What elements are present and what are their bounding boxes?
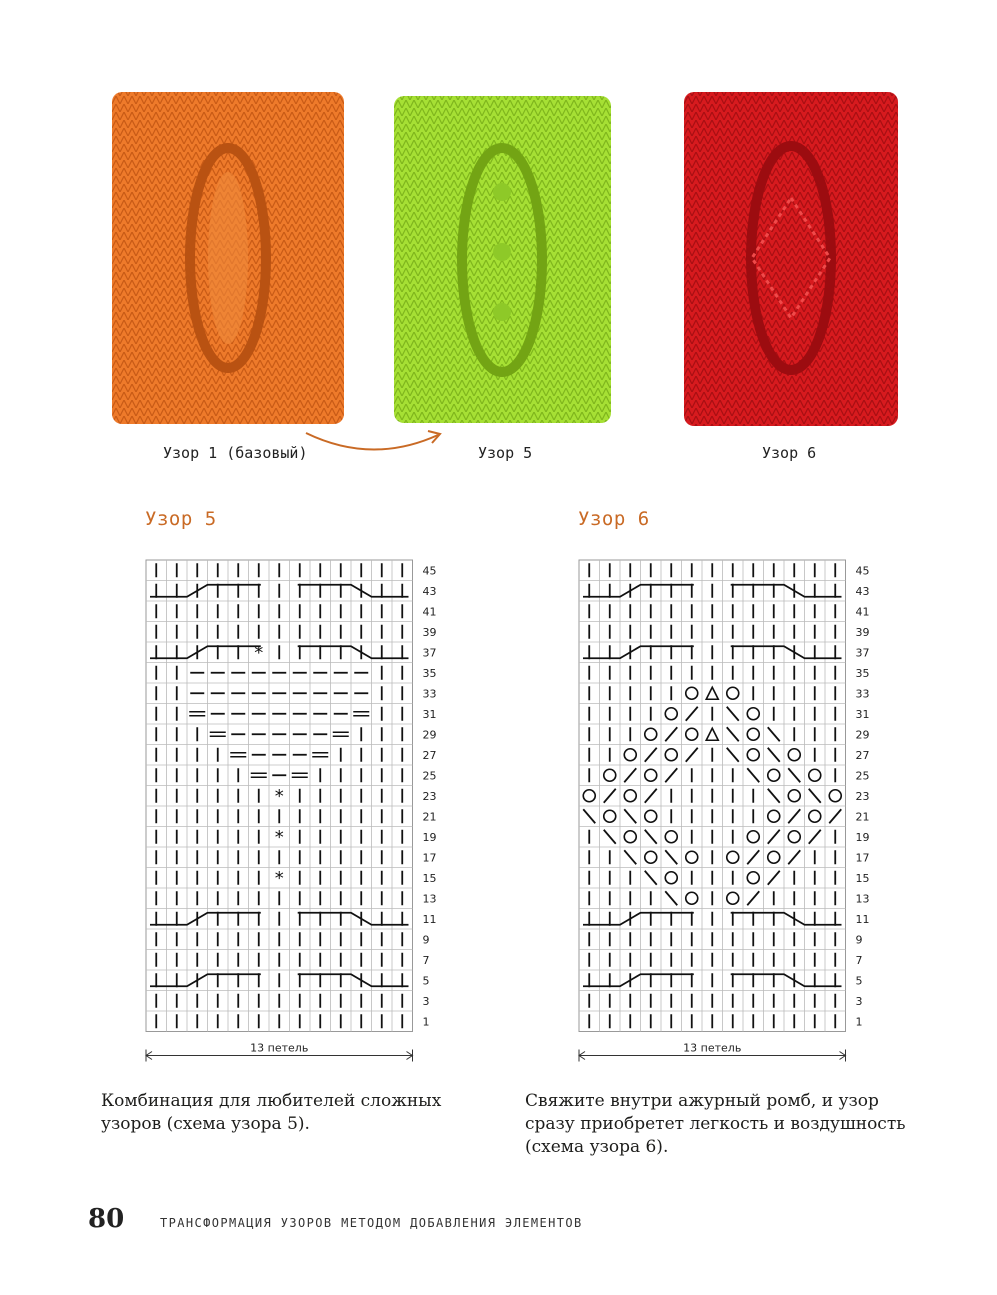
chart-title-5: Узор 5 bbox=[145, 508, 217, 530]
row-number-label: 39 bbox=[422, 625, 437, 639]
row-number-label: 43 bbox=[855, 584, 870, 598]
bobble-mark: * bbox=[274, 826, 284, 848]
row-number-label: 31 bbox=[855, 707, 870, 721]
swatch-caption-3: Узор 6 bbox=[762, 444, 817, 462]
row-number-label: 15 bbox=[422, 871, 437, 885]
row-number-label: 13 bbox=[422, 892, 437, 906]
description-pattern-6: Свяжите внутри ажурный ромб, и узор сразу приобретет легкость и воздушность (схема узора 6). bbox=[525, 1091, 906, 1157]
row-number-label: 27 bbox=[855, 748, 870, 762]
row-number-label: 3 bbox=[855, 994, 863, 1008]
row-number-label: 45 bbox=[855, 564, 870, 578]
chart-5-svg bbox=[146, 560, 466, 1060]
row-number-label: 29 bbox=[855, 728, 870, 742]
row-number-label: 11 bbox=[422, 912, 437, 926]
row-number-label: 19 bbox=[855, 830, 870, 844]
row-number-label: 29 bbox=[422, 728, 437, 742]
row-number-label: 9 bbox=[855, 933, 863, 947]
row-number-label: 27 bbox=[422, 748, 437, 762]
row-number-label: 7 bbox=[855, 953, 863, 967]
row-number-label: 11 bbox=[855, 912, 870, 926]
swatch-red-image bbox=[680, 88, 902, 430]
row-number-label: 23 bbox=[422, 789, 437, 803]
page-number: 80 bbox=[88, 1204, 125, 1234]
bobble-mark: * bbox=[274, 867, 284, 889]
row-number-label: 33 bbox=[422, 687, 437, 701]
transform-arrow-icon bbox=[300, 425, 448, 459]
row-number-label: 1 bbox=[422, 1015, 430, 1029]
stitch-count-label: 13 петель bbox=[250, 1041, 309, 1055]
row-number-label: 9 bbox=[422, 933, 430, 947]
row-number-label: 5 bbox=[855, 974, 863, 988]
row-number-label: 15 bbox=[855, 871, 870, 885]
row-number-label: 13 bbox=[855, 892, 870, 906]
row-number-label: 17 bbox=[855, 851, 870, 865]
row-number-label: 39 bbox=[855, 625, 870, 639]
row-number-label: 31 bbox=[422, 707, 437, 721]
swatch-orange-image bbox=[108, 88, 348, 428]
row-number-label: 19 bbox=[422, 830, 437, 844]
knitting-chart-5 bbox=[146, 560, 466, 1060]
row-number-label: 17 bbox=[422, 851, 437, 865]
row-number-label: 7 bbox=[422, 953, 430, 967]
bobble-mark: * bbox=[274, 785, 284, 807]
description-pattern-5: Комбинация для любителей сложных узоров (схема узора 5). bbox=[101, 1091, 442, 1134]
swatch-green-image bbox=[390, 92, 615, 427]
chart-title-6: Узор 6 bbox=[578, 508, 650, 530]
swatch-caption-2: Узор 5 bbox=[478, 444, 533, 462]
row-number-label: 43 bbox=[422, 584, 437, 598]
row-number-label: 45 bbox=[422, 564, 437, 578]
row-number-label: 21 bbox=[422, 810, 437, 824]
row-number-label: 35 bbox=[422, 666, 437, 680]
row-number-label: 33 bbox=[855, 687, 870, 701]
row-number-label: 37 bbox=[422, 646, 437, 660]
knitting-chart-6 bbox=[579, 560, 899, 1060]
row-number-label: 41 bbox=[855, 605, 870, 619]
stitch-count-label: 13 петель bbox=[683, 1041, 742, 1055]
bobble-mark: * bbox=[254, 642, 264, 664]
row-number-label: 23 bbox=[855, 789, 870, 803]
swatch-orange-photo bbox=[108, 88, 348, 428]
row-number-label: 37 bbox=[855, 646, 870, 660]
swatch-green-photo bbox=[390, 92, 615, 427]
row-number-label: 41 bbox=[422, 605, 437, 619]
row-number-label: 25 bbox=[855, 769, 870, 783]
row-number-label: 5 bbox=[422, 974, 430, 988]
row-number-label: 25 bbox=[422, 769, 437, 783]
swatch-caption-1: Узор 1 (базовый) bbox=[163, 444, 308, 462]
row-number-label: 35 bbox=[855, 666, 870, 680]
running-title: ТРАНСФОРМАЦИЯ УЗОРОВ МЕТОДОМ ДОБАВЛЕНИЯ ЭЛЕМЕНТОВ bbox=[160, 1216, 583, 1230]
row-number-label: 21 bbox=[855, 810, 870, 824]
row-number-label: 3 bbox=[422, 994, 430, 1008]
swatch-red-photo bbox=[680, 88, 902, 430]
chart-6-svg bbox=[579, 560, 899, 1060]
row-number-label: 1 bbox=[855, 1015, 863, 1029]
